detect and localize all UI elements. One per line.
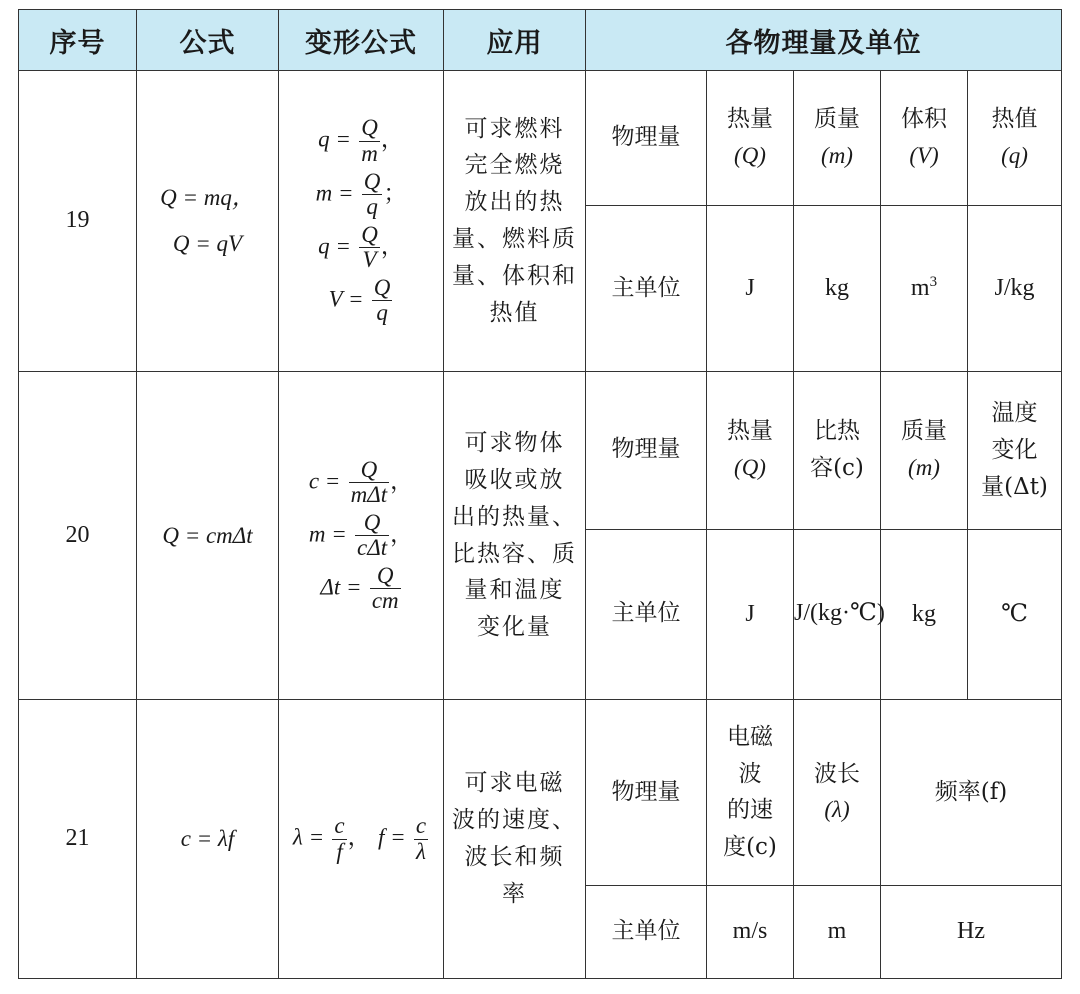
table-row [19,71,1062,206]
unit-cell: m [794,885,881,978]
quantity-cell: 波长 (λ) [794,700,881,886]
derived-formula: λ = $\frac{c}{f}$ ， f = $\frac{c}{\lambda}$ [292,813,427,864]
unit-cell: ℃ [968,529,1062,700]
quantity-cell: 体积 (V) [881,71,968,206]
unit-cell: J/kg [968,206,1062,372]
unit-cell: kg [794,206,881,372]
row-index: 19 [19,71,137,372]
row-index: 20 [19,371,137,699]
quantity-row-label: 物理量 [586,371,707,529]
formula-cell [137,371,279,699]
formula-cell [137,71,279,372]
unit-cell: kg [881,529,968,700]
derived-formula-cell [279,371,444,699]
header-row [19,10,1062,71]
header-derived-formula: 变形公式 [279,10,444,71]
quantity-cell: 热值 (q) [968,71,1062,206]
quantity-cell: 电磁 波 的速 度(c) [707,700,794,886]
derived-formula: m = $\frac{Q}{q}$ ； [315,168,407,219]
header-quantities-units: 各物理量及单位 [586,10,1062,71]
derived-formula: q = $\frac{Q}{m}$ ， [318,115,404,166]
quantity-row-label: 物理量 [586,71,707,206]
quantity-row-label: 物理量 [586,700,707,886]
unit-cell: J [707,529,794,700]
unit-cell: $m^3$ [881,206,968,372]
quantity-cell: 温度 变化 量(Δt) [968,371,1062,529]
unit-row-label: 主单位 [586,885,707,978]
header-index: 序号 [19,10,137,71]
unit-row-label: 主单位 [586,529,707,700]
quantity-cell: 质量 (m) [794,71,881,206]
derived-formula-cell [279,700,444,979]
table-row [19,371,1062,529]
quantity-cell: 质量 (m) [881,371,968,529]
derived-formula: q = $\frac{Q}{V}$ ， [318,221,404,273]
header-formula: 公式 [137,10,279,71]
unit-cell: Hz [881,885,1062,978]
derived-formula-cell [279,71,444,372]
unit-cell: J [707,206,794,372]
application-cell: 可求物体 吸收或放 出的热量、 比热容、质 量和温度 变化量 [444,371,586,699]
row-index: 21 [19,700,137,979]
quantity-cell: 比热 容(c) [794,371,881,529]
unit-cell: m/s [707,885,794,978]
quantity-cell: 热量 (Q) [707,71,794,206]
formula-cell [137,700,279,979]
derived-formula: m = $\frac{Q}{\text{cΔt}}$ ， [308,509,414,561]
quantity-cell: 热量 (Q) [707,371,794,529]
derived-formula: Δt = $\frac{Q}{cm}$ [320,563,399,614]
application-cell: 可求燃料 完全燃烧 放出的热 量、燃料质 量、体积和 热值 [444,71,586,372]
application-cell: 可求电磁 波的速度、 波长和频 率 [444,700,586,979]
physics-formula-table [18,9,1062,979]
derived-formula: c = $\frac{Q}{\text{mΔt}}$ ， [308,456,414,507]
header-application: 应用 [444,10,586,71]
derived-formula: V = $\frac{Q}{q}$ [328,275,391,326]
table-row [19,700,1062,886]
unit-row-label: 主单位 [586,206,707,372]
quantity-cell: 频率(f) [881,700,1062,886]
formula-line: c = λf [180,826,235,852]
formula-line: Q = cmΔt [162,522,253,548]
formula-line: Q = qV [172,230,243,256]
unit-cell: J/(kg·℃) [794,529,881,700]
formula-line: Q = mq， [160,185,255,211]
